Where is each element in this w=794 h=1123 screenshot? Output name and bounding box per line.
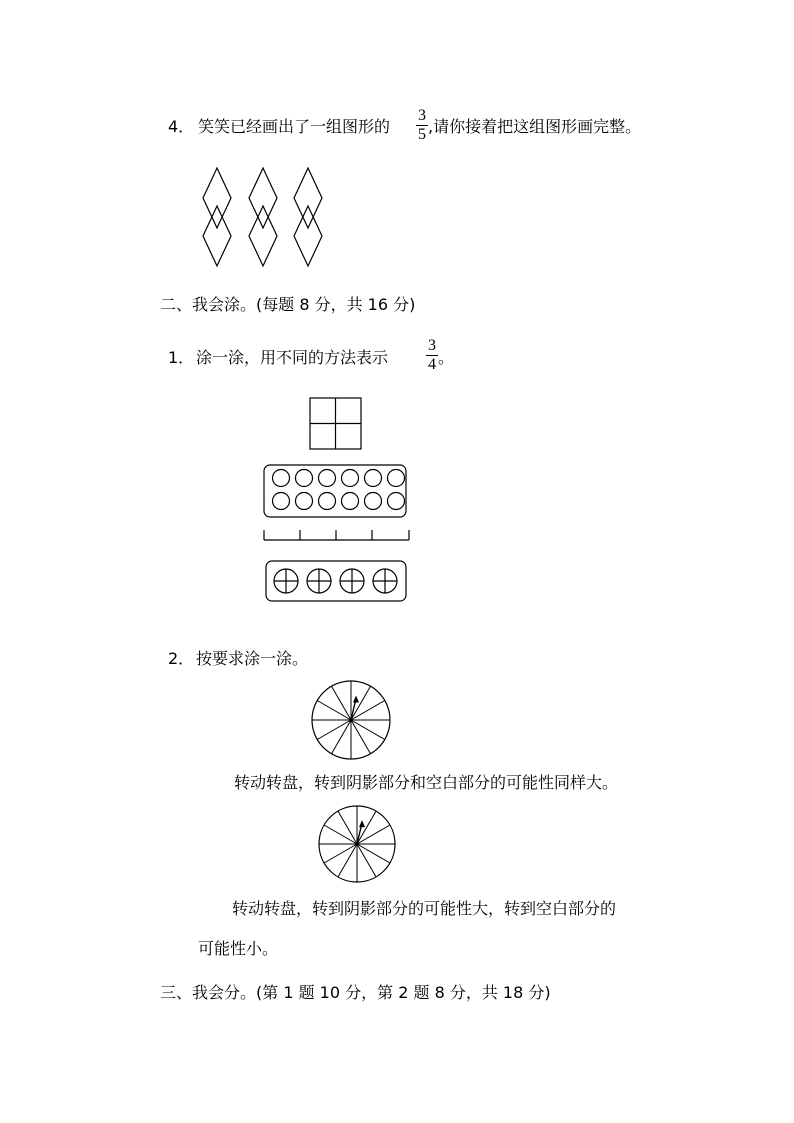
diamond-shape [294,206,322,266]
s2-q1-tail: 。 [438,348,455,367]
segmented-line [264,530,409,540]
s2-q1-text: 涂一涂，用不同的方法表示 [196,348,389,367]
spinner2-caption-line1: 转动转盘，转到阴影部分的可能性大，转到空白部分的 [232,899,617,918]
diamond-shape [294,168,322,228]
diamond-shape [249,168,277,228]
circles-box [264,465,406,517]
s2-q2-number: 2． [168,649,195,668]
spinner-wheel-2 [319,806,395,882]
q4-text-before: 笑笑已经画出了一组图形的 [198,117,391,136]
diamond-shape [203,168,231,228]
diamond-shape [249,206,277,266]
diamond-shape [203,206,231,266]
q4-frac-num: 3 [418,107,426,124]
section2-title: 二、我会涂。(每题 8 分，共 16 分) [160,295,416,314]
section3-title: 三、我会分。(第 1 题 10 分，第 2 题 8 分，共 18 分) [160,983,551,1002]
spinner1-caption: 转动转盘，转到阴影部分和空白部分的可能性同样大。 [234,773,619,792]
grid-square [310,398,361,449]
s2-q1-fraction [426,338,438,373]
s2-q1-frac-num: 3 [428,337,436,354]
diamond-figures [203,168,322,266]
divided-circles-box [266,561,406,601]
s2-q2-text: 按要求涂一涂。 [196,649,309,668]
q4-text-after: ,请你接着把这组图形画完整。 [428,117,642,136]
spinner-wheel-1 [312,681,390,759]
q4-number: 4． [168,117,195,136]
spinner-pointer-head [359,820,365,827]
spinner2-caption-line2: 可能性小。 [198,939,279,958]
s2-q1-frac-den: 4 [428,356,436,373]
s2-q1-number: 1． [168,348,195,367]
spinner-pointer-head [353,696,359,703]
q4-frac-den: 5 [418,126,426,143]
